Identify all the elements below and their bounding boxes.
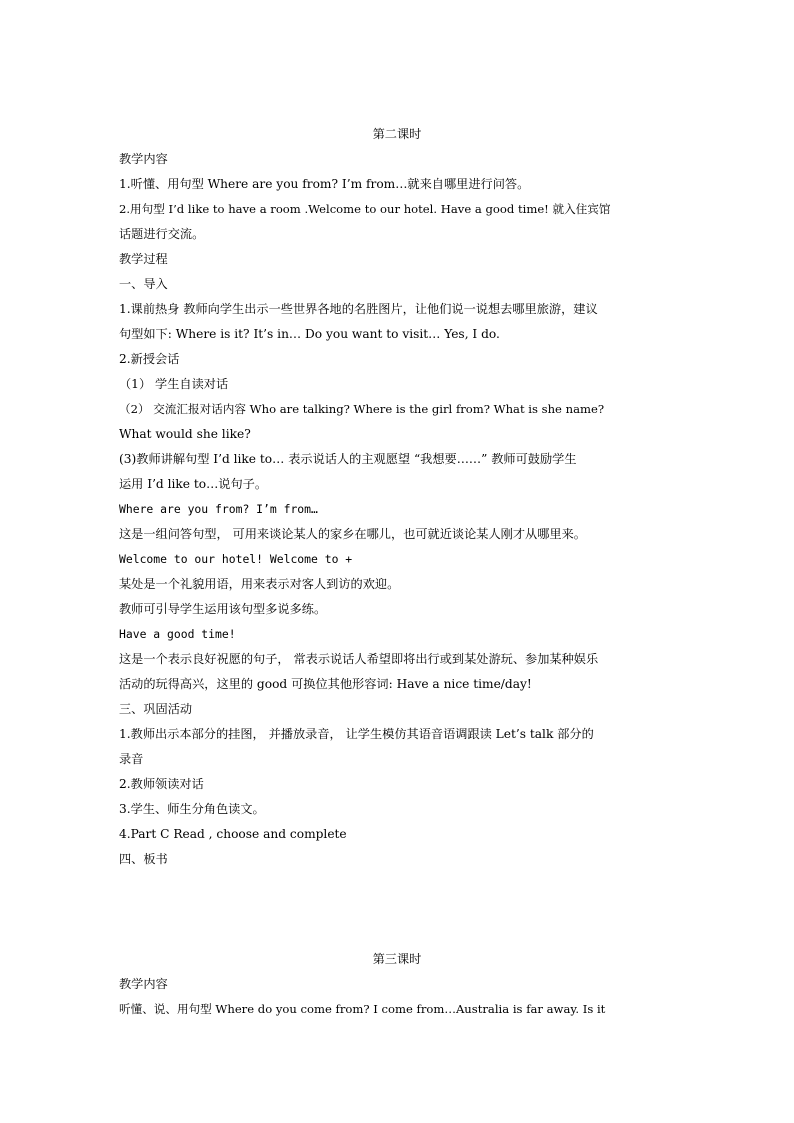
section3-line-1: 1.教师出示本部分的挂图， 并播放录音， 让学生模仿其语音语调跟读 Let’s talk 部分的 (119, 727, 594, 741)
section1-line-6: What would she like? (119, 427, 251, 441)
section1-line-13: 教师可引导学生运用该句型多说多练。 (119, 602, 327, 616)
lesson2-content-line-2: 2.用句型 I’d like to have a room .Welcome to our hotel. Have a good time! 就入住宾馆 (119, 202, 611, 216)
section1-line-4: （1） 学生自读对话 (119, 377, 229, 391)
section1-line-12: 某处是一个礼貌用语，用来表示对客人到访的欢迎。 (119, 577, 400, 591)
section4-heading: 四、板书 (119, 852, 168, 866)
section1-line-8: 运用 I’d like to…说句子。 (119, 477, 268, 491)
section3-heading: 三、巩固活动 (119, 702, 193, 716)
section1-line-14: Have a good time! (119, 627, 236, 641)
lesson2-process-heading: 教学过程 (119, 252, 168, 266)
section1-line-15: 这是一个表示良好祝愿的句子， 常表示说话人希望即将出行或到某处游玩、参加某种娱乐 (119, 652, 599, 666)
section3-line-2: 录音 (119, 752, 144, 766)
lesson3-content-heading: 教学内容 (119, 977, 168, 991)
section1-line-10: 这是一组问答句型， 可用来谈论某人的家乡在哪儿，也可就近谈论某人刚才从哪里来。 (119, 527, 586, 541)
section1-line-3: 2.新授会话 (119, 352, 180, 366)
section1-line-11: Welcome to our hotel! Welcome to + (119, 552, 353, 566)
lesson2-content-line-1: 1.听懂、用句型 Where are you from? I’m from…就来自哪里进行问答。 (119, 177, 530, 191)
section1-line-7: (3)教师讲解句型 I’d like to… 表示说话人的主观愿望 “我想要……” 教师可鼓励学生 (119, 452, 577, 466)
lesson2-content-heading: 教学内容 (119, 152, 168, 166)
lesson3-content-line-1: 听懂、说、用句型 Where do you come from? I come from…Australia is far away. Is it (119, 1002, 606, 1016)
lesson2-content-line-3: 话题进行交流。 (119, 227, 205, 241)
section1-line-16: 活动的玩得高兴，这里的 good 可换位其他形容词: Have a nice time/day! (119, 677, 532, 691)
section1-line-1: 1.课前热身 教师向学生出示一些世界各地的名胜图片，让他们说一说想去哪里旅游，建议 (119, 302, 598, 316)
section1-line-2: 句型如下: Where is it? It’s in… Do you want to visit… Yes, I do. (119, 327, 500, 341)
section3-line-4: 3.学生、师生分角色读文。 (119, 802, 265, 816)
section1-heading: 一、导入 (119, 277, 168, 291)
section3-line-5: 4.Part C Read , choose and complete (119, 827, 347, 841)
section1-line-9: Where are you from? I’m from… (119, 502, 318, 516)
lesson3-title: 第三课时 (372, 952, 422, 966)
section3-line-3: 2.教师领读对话 (119, 777, 204, 791)
section1-line-5: （2） 交流汇报对话内容 Who are talking? Where is the girl from? What is she name? (119, 402, 605, 416)
lesson2-title: 第二课时 (372, 127, 422, 141)
